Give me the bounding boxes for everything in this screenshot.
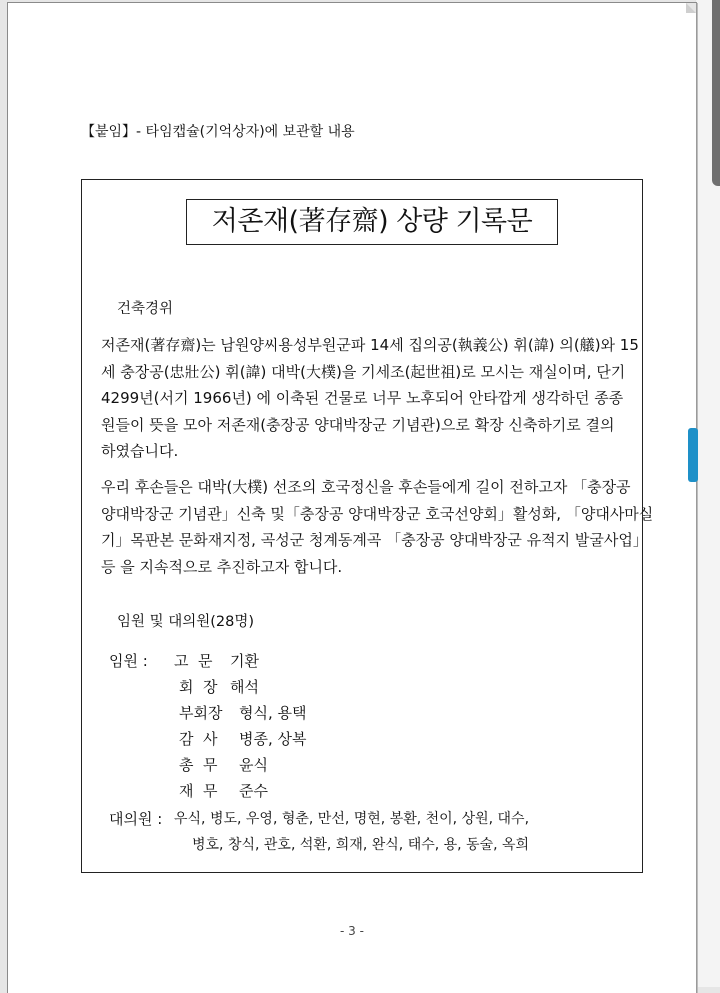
paragraph-line: 기」목판본 문화재지정, 곡성군 청계동계곡 「충장공 양대박장군 유적지 발굴사업」 [101,531,648,549]
officer-row [179,676,259,697]
delegates-label: 대의원 : [109,810,163,828]
document-page [7,2,697,993]
officer-row [179,780,268,801]
officer-names: 병종, 상복 [239,730,307,748]
scroll-position-marker[interactable] [688,428,698,482]
scrollbar-thumb[interactable] [712,0,720,186]
officer-title: 고 문 [174,652,213,670]
paragraph-line: 등 을 지속적으로 추진하고자 합니다. [101,557,343,576]
officer-row [179,754,268,775]
officer-title: 감 사 [179,730,218,748]
officer-row [174,650,259,671]
construction-heading: 건축경위 [117,301,174,317]
officer-names: 기환 [230,652,259,670]
officer-names: 준수 [239,782,268,800]
officers-label: 임원 : [109,652,148,670]
officer-title: 재 무 [179,782,218,800]
officer-row [179,702,307,723]
officer-title: 부회장 [179,704,223,722]
paragraph-line: 4299년(서기 1966년) 에 이축된 건물로 너무 노후되어 안타깝게 생각하던 종종 [101,389,624,407]
paragraph-line: 우리 후손들은 대박(大樸) 선조의 호국정신을 후손들에게 길이 전하고자 「충장공 [101,478,631,496]
paragraph-line: 저존재(著存齋)는 남원양씨용성부원군파 14세 집의공(執義公) 휘(諱) 의(艤)와 15 [101,336,639,354]
officer-names: 형식, 용택 [239,704,307,722]
officer-title: 총 무 [179,756,218,774]
delegates-line: 우식, 병도, 우영, 형춘, 만선, 명현, 봉환, 천이, 상원, 대수, [174,811,530,827]
attachment-heading: 【붙임】- 타임캡슐(기억상자)에 보관할 내용 [81,124,355,140]
paragraph-line: 양대박장군 기념관」신축 및「충장공 양대박장군 호국선양회」활성화, 「양대사마실 [101,504,654,523]
record-box [81,179,654,873]
paragraph-line: 하였습니다. [101,442,179,460]
paragraph-line: 세 충장공(忠壯公) 휘(諱) 대박(大樸)을 기세조(起世祖)로 모시는 재실이며, 단기 [101,362,626,381]
page-corner-fold [686,3,696,13]
members-heading: 임원 및 대의원(28명) [117,614,255,630]
officer-names: 해석 [230,678,259,696]
construction-paragraph-1 [101,332,639,465]
page-number: - 3 - [340,924,364,938]
construction-paragraph-2 [101,474,654,580]
record-title: 저존재(著存齋) 상량 기록문 [186,199,558,245]
officer-title: 회 장 [179,678,218,696]
delegates-line: 병호, 창식, 관호, 석환, 희재, 완식, 태수, 용, 동술, 옥희 [192,837,530,853]
paragraph-line: 원들이 뜻을 모아 저존재(충장공 양대박장군 기념관)으로 확장 신축하기로 결의 [101,415,615,434]
officer-names: 윤식 [239,756,268,774]
officer-row [179,728,307,749]
